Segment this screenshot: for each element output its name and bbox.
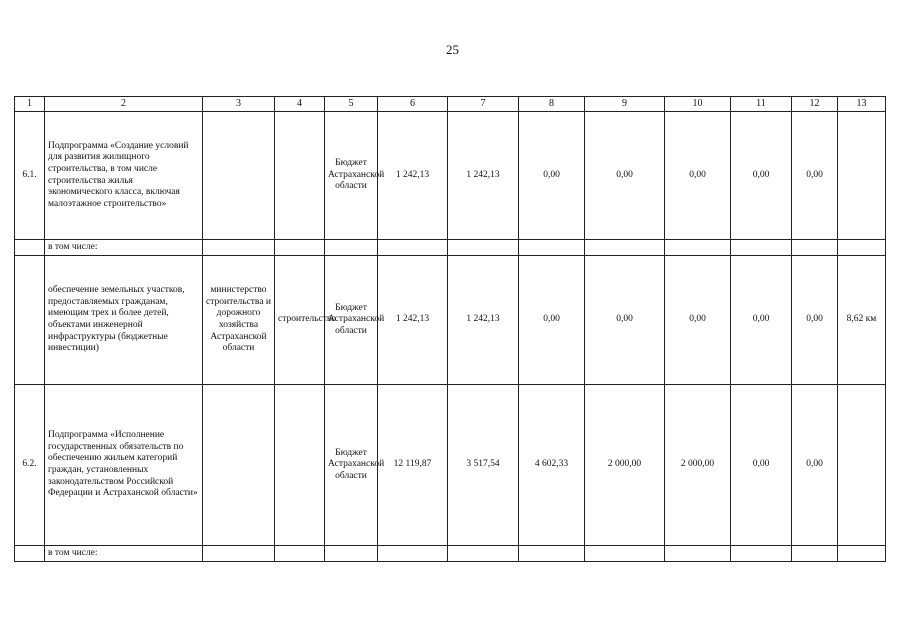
value-cell: 1 242,13: [448, 112, 519, 240]
empty-cell: [275, 546, 325, 562]
type-cell: [275, 385, 325, 546]
executor-cell: [203, 112, 275, 240]
value-cell: 2 000,00: [665, 385, 731, 546]
value-cell: 0,00: [519, 256, 585, 385]
empty-cell: [838, 240, 886, 256]
executor-cell: [203, 385, 275, 546]
value-cell: 0,00: [731, 385, 792, 546]
indicator-cell: [838, 112, 886, 240]
budget-table: [14, 96, 886, 562]
table-row: [15, 240, 886, 256]
funding-source: Бюджет Астраханской области: [325, 385, 378, 546]
row-number: [15, 256, 45, 385]
value-cell: 2 000,00: [585, 385, 665, 546]
column-header: 2: [45, 97, 203, 112]
value-cell: 1 242,13: [378, 112, 448, 240]
column-header: 7: [448, 97, 519, 112]
value-cell: 0,00: [585, 112, 665, 240]
column-header: 9: [585, 97, 665, 112]
row-number: 6.2.: [15, 385, 45, 546]
empty-cell: [792, 546, 838, 562]
value-cell: 0,00: [731, 256, 792, 385]
program-name: Подпрограмма «Создание условий для развития жилищного строительства, в том числе строительства жилья экономического класса, включая малоэтажное строительство»: [45, 112, 203, 240]
column-header: 8: [519, 97, 585, 112]
empty-cell: [378, 546, 448, 562]
table-row: [15, 256, 886, 385]
value-cell: 0,00: [585, 256, 665, 385]
empty-cell: [731, 240, 792, 256]
empty-cell: [275, 240, 325, 256]
type-cell: строительство: [275, 256, 325, 385]
empty-cell: [448, 240, 519, 256]
column-header: 13: [838, 97, 886, 112]
empty-cell: [731, 546, 792, 562]
column-header: 4: [275, 97, 325, 112]
value-cell: 1 242,13: [378, 256, 448, 385]
column-header: 6: [378, 97, 448, 112]
funding-source: Бюджет Астраханской области: [325, 112, 378, 240]
empty-cell: [448, 546, 519, 562]
empty-cell: [838, 546, 886, 562]
value-cell: 3 517,54: [448, 385, 519, 546]
value-cell: 0,00: [792, 385, 838, 546]
empty-cell: [519, 240, 585, 256]
empty-cell: [585, 546, 665, 562]
program-name: Подпрограмма «Исполнение государственных обязательств по обеспечению жильем категорий граждан, установленных законодательством Российской Федерации и Астраханской области»: [45, 385, 203, 546]
value-cell: 0,00: [665, 256, 731, 385]
column-number-row: [15, 97, 886, 112]
column-header: 11: [731, 97, 792, 112]
empty-cell: [15, 546, 45, 562]
empty-cell: [585, 240, 665, 256]
column-header: 3: [203, 97, 275, 112]
empty-cell: [15, 240, 45, 256]
program-name: обеспечение земельных участков, предоставляемых гражданам, имеющим трех и более детей, объектами инженерной инфраструктуры (бюджетные инвестиции): [45, 256, 203, 385]
column-header: 5: [325, 97, 378, 112]
row-number: 6.1.: [15, 112, 45, 240]
value-cell: 0,00: [665, 112, 731, 240]
value-cell: 0,00: [519, 112, 585, 240]
empty-cell: [203, 240, 275, 256]
table-row: [15, 112, 886, 240]
value-cell: 0,00: [792, 256, 838, 385]
table-row: [15, 385, 886, 546]
empty-cell: [325, 546, 378, 562]
executor-cell: министерство строительства и дорожного хозяйства Астраханской области: [203, 256, 275, 385]
empty-cell: [325, 240, 378, 256]
empty-cell: [203, 546, 275, 562]
type-cell: [275, 112, 325, 240]
funding-source: Бюджет Астраханской области: [325, 256, 378, 385]
empty-cell: [792, 240, 838, 256]
subtotal-note: в том числе:: [45, 546, 203, 562]
value-cell: 12 119,87: [378, 385, 448, 546]
column-header: 10: [665, 97, 731, 112]
column-header: 12: [792, 97, 838, 112]
empty-cell: [665, 240, 731, 256]
empty-cell: [665, 546, 731, 562]
table-row: [15, 546, 886, 562]
value-cell: 0,00: [792, 112, 838, 240]
indicator-cell: 8,62 км: [838, 256, 886, 385]
value-cell: 0,00: [731, 112, 792, 240]
empty-cell: [378, 240, 448, 256]
value-cell: 4 602,33: [519, 385, 585, 546]
value-cell: 1 242,13: [448, 256, 519, 385]
subtotal-note: в том числе:: [45, 240, 203, 256]
page-number: 25: [446, 42, 459, 57]
column-header: 1: [15, 97, 45, 112]
empty-cell: [519, 546, 585, 562]
indicator-cell: [838, 385, 886, 546]
